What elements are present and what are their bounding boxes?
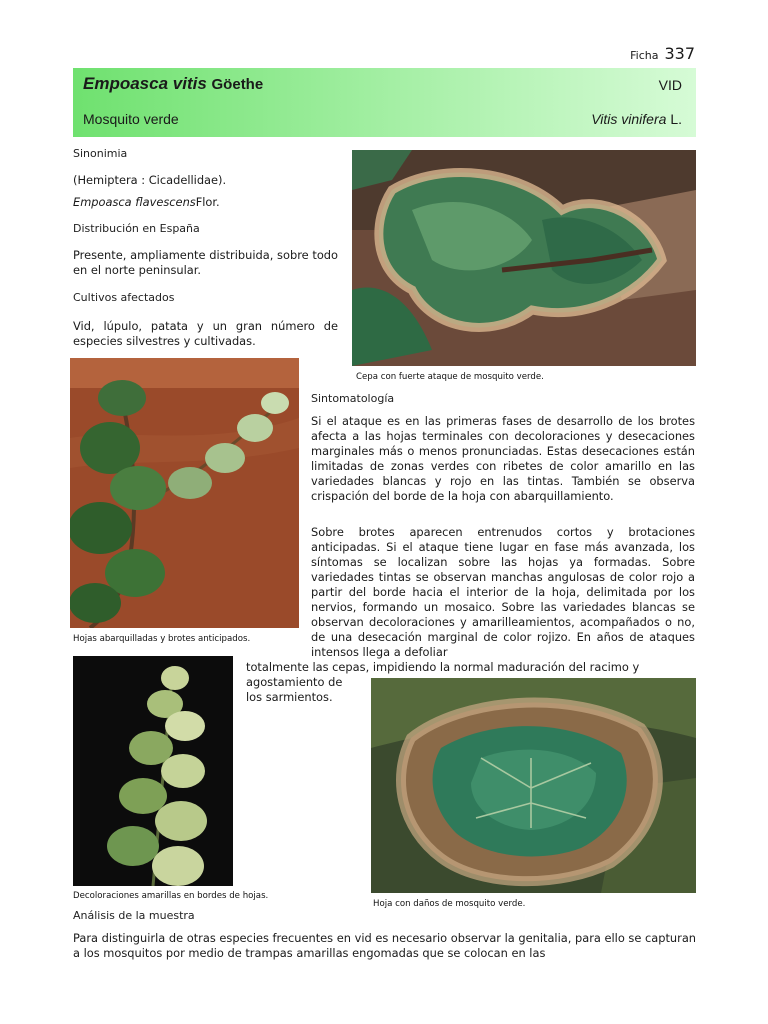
curled-leaves-photo [70,358,299,628]
sintomatologia-p2-l1: agostamiento de [246,675,343,689]
sinonimia-heading: Sinonimia [73,147,128,160]
common-name: Mosquito verde [83,111,179,127]
host-author: L. [670,111,682,127]
distribucion-text: Presente, ampliamente distribuida, sobre todo en el norte peninsular. [73,248,338,277]
fig1-caption: Cepa con fuerte ataque de mosquito verde. [356,372,544,382]
cultivos-text: Vid, lúpulo, patata y un gran número de especies silvestres y cultivadas. [73,319,338,348]
species-author: Göethe [211,76,264,93]
sintomatologia-heading: Sintomatología [311,392,395,405]
crop-label: VID [658,77,682,93]
ficha-label: Ficha [630,49,659,62]
fig4-caption: Hoja con daños de mosquito verde. [373,899,526,909]
damaged-leaf-photo [371,678,696,893]
fig2-caption: Hojas abarquilladas y brotes anticipados. [73,634,251,644]
analisis-text: Para distinguirla de otras especies frecuentes en vid es necesario observar la genitalia, para ello se capturan a los mosquitos por medio de trampas amarillas engomadas que se colocan en las [73,931,697,960]
synonym-species: Empoasca flavescens [73,195,196,209]
sintomatologia-p2-l2: los sarmientos. [246,690,333,704]
sintomatologia-p2-wide: totalmente las cepas, impidiendo la normal maduración del racimo y [246,660,640,674]
title-band [73,68,696,137]
host-latin-name [591,111,682,127]
sintomatologia-p2: Sobre brotes aparecen entrenudos cortos y brotaciones anticipadas. Si el ataque tiene lugar en fase más avanzada, los síntomas se localizan sobre las hojas ya formadas. Sobre variedades tintas se observan manchas angulosas de color rojo a partir del borde hacia el interior de la hoja, delimitada por los nervios, formando un mosaico. Sobre las variedades blancas se observan decoloraciones y amarilleamientos, acompañados o no, de una desecación marginal de color rojizo. En años de ataques intensos llega a defoliar [311,525,695,659]
page-number [630,44,695,63]
ficha-number: 337 [664,44,695,63]
yellow-edges-photo [73,656,233,886]
fig3-caption: Decoloraciones amarillas en bordes de hojas. [73,891,269,901]
species-title [83,74,263,94]
synonym-author: Flor. [195,195,220,209]
species-name: Empoasca vitis [83,74,207,93]
distribucion-heading: Distribución en España [73,222,200,235]
cultivos-heading: Cultivos afectados [73,291,175,304]
sinonimia-line1: (Hemiptera : Cicadellidae). [73,173,227,187]
analisis-heading: Análisis de la muestra [73,909,195,922]
sintomatologia-p1: Si el ataque es en las primeras fases de desarrollo de los brotes afecta a las hojas terminales con decoloraciones y desecaciones marginales más o menos pronunciadas. Estas desecaciones están limitadas de zonas verdes con ribetes de color amarillo en las variedades blancas y rojo en las tintas. También se observa crispación del borde de la hoja con abarquillamiento. [311,414,695,503]
host-latin: Vitis vinifera [591,111,667,127]
vine-attack-photo [352,150,696,366]
sinonimia-line2 [73,195,338,210]
